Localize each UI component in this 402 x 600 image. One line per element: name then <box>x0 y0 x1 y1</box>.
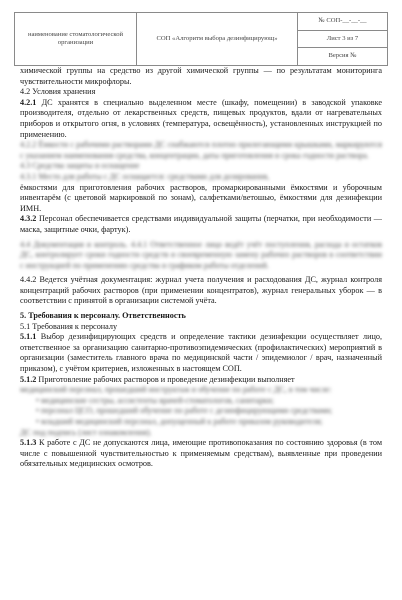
sop-meta-cell <box>298 13 387 65</box>
paragraph-5-1-3 <box>20 438 382 470</box>
paragraph-5-1-1 <box>20 332 382 374</box>
blurred-paragraph: ДС под подпись (лист ознакомления). <box>20 427 152 437</box>
document-body <box>20 66 382 470</box>
paragraph-4-3-2 <box>20 214 382 235</box>
paragraph-4-2-1 <box>20 98 382 140</box>
blurred-list-item: • персонал ЦСО, прошедший обучение по работе с дезинфицирующими средствами; <box>36 406 333 416</box>
version-number: Версия № <box>328 52 357 60</box>
clause-text: Персонал обеспечивается средствами индивидуальной защиты (перчатки, при необходимости — маска, защитные очки, фартук). <box>20 214 382 234</box>
blurred-paragraph: 4.2.2 Ёмкости с рабочими растворами ДС снабжаются плотно прилегающими крышками, маркируются с указанием наименования средства, концентрации, даты приготовления и срока годности раствора. <box>20 140 382 160</box>
clause-number: 4.3.2 <box>20 214 37 224</box>
blurred-heading: 4.3 Средства защиты и оснащение <box>20 161 140 171</box>
paragraph-5-1-2 <box>20 375 382 386</box>
sop-number: № СОП-__-__-__ <box>298 13 387 31</box>
blurred-paragraph: 4.3.1 Место для работы с ДС оснащается: средствами для дозирования, <box>20 171 270 181</box>
blurred-list-item: • младший медицинский персонал, допущенный к работе приказом руководителя; <box>36 417 323 426</box>
sop-title-cell: СОП «Алгоритм выбора дезинфицирующ» <box>137 13 298 65</box>
clause-text: К работе с ДС не допускаются лица, имеющие противопоказания по состоянию здоровья (в том числе с повышенной чувствительностью к применяемым средствам), выявленные при проведении обязательных медицинских осмотров. <box>20 438 382 469</box>
blurred-list-item: • медицинские сестры, ассистенты врачей-стоматологов, санитарки; <box>36 395 274 405</box>
clause-text: ДС хранятся в специально выделенном месте (шкафу, помещении) в заводской упаковке производителя, отдельно от лекарственных средств, пищевых продуктов, вдали от нагревательных приборов и открытого огня, в условиях (температура, освещённость), установленных инструкцией по применению. <box>20 97 382 139</box>
clause-text: Выбор дезинфицирующих средств и определение тактики дезинфекции осуществляет лицо, ответственное за организацию санитарно-противоэпидемических (профилактических) мероприятий в организации (заместитель главного врача по медицинской части / эпидемиолог / врач, назначенный приказом), с учётом критериев, изложенных в настоящем СОП. <box>20 332 382 374</box>
blurred-paragraph: 4.4 Документация и контроль. 4.4.1 Ответственное лицо ведёт учёт поступления, расхода и остатков ДС, контролирует сроки годности средств и своевременную замену рабочих растворов в соответствии с инструкцией по применению средства и графиком работы отделений. <box>20 239 382 270</box>
org-name-cell: наименование стоматологической организации <box>15 13 137 65</box>
clause-number: 5.1.1 <box>20 332 37 342</box>
section-heading-5: 5. Требования к персоналу. Ответственность <box>20 311 186 321</box>
paragraph-4-3-1-tail: ёмкостями для приготовления рабочих растворов, промаркированными ёмкостями и уборочным инвентарём (с цветовой маркировкой по зонам), салфетками/ветошью, ёмкостями для дезинфекции ИМН. <box>20 182 382 213</box>
clause-text: Приготовление рабочих растворов и проведение дезинфекции выполняет <box>36 374 295 384</box>
document-header-table <box>14 12 388 66</box>
paragraph: химической группы на средство из другой химической группы — по результатам мониторинга чувствительности микрофлоры. <box>20 66 382 86</box>
paragraph-4-4-2: 4.4.2 Ведется учётная документация: журнал учета получения и расходования ДС, журнал контроля концентраций рабочих растворов (при применении концентратов), журнал генеральных уборок — в соответствии с принятой в организации системой учёта. <box>20 275 382 306</box>
section-heading-4-2: 4.2 Условия хранения <box>20 87 96 97</box>
clause-number: 4.2.1 <box>20 97 37 107</box>
sheet-number: Лист 3 из 7 <box>298 31 387 49</box>
section-heading-5-1: 5.1 Требования к персоналу <box>20 321 118 331</box>
blurred-paragraph: медицинский персонал, прошедший инструктаж и обучение по работе с ДС, в том числе: <box>20 385 332 395</box>
clause-number: 5.1.2 <box>20 374 37 384</box>
clause-number: 5.1.3 <box>20 438 37 448</box>
